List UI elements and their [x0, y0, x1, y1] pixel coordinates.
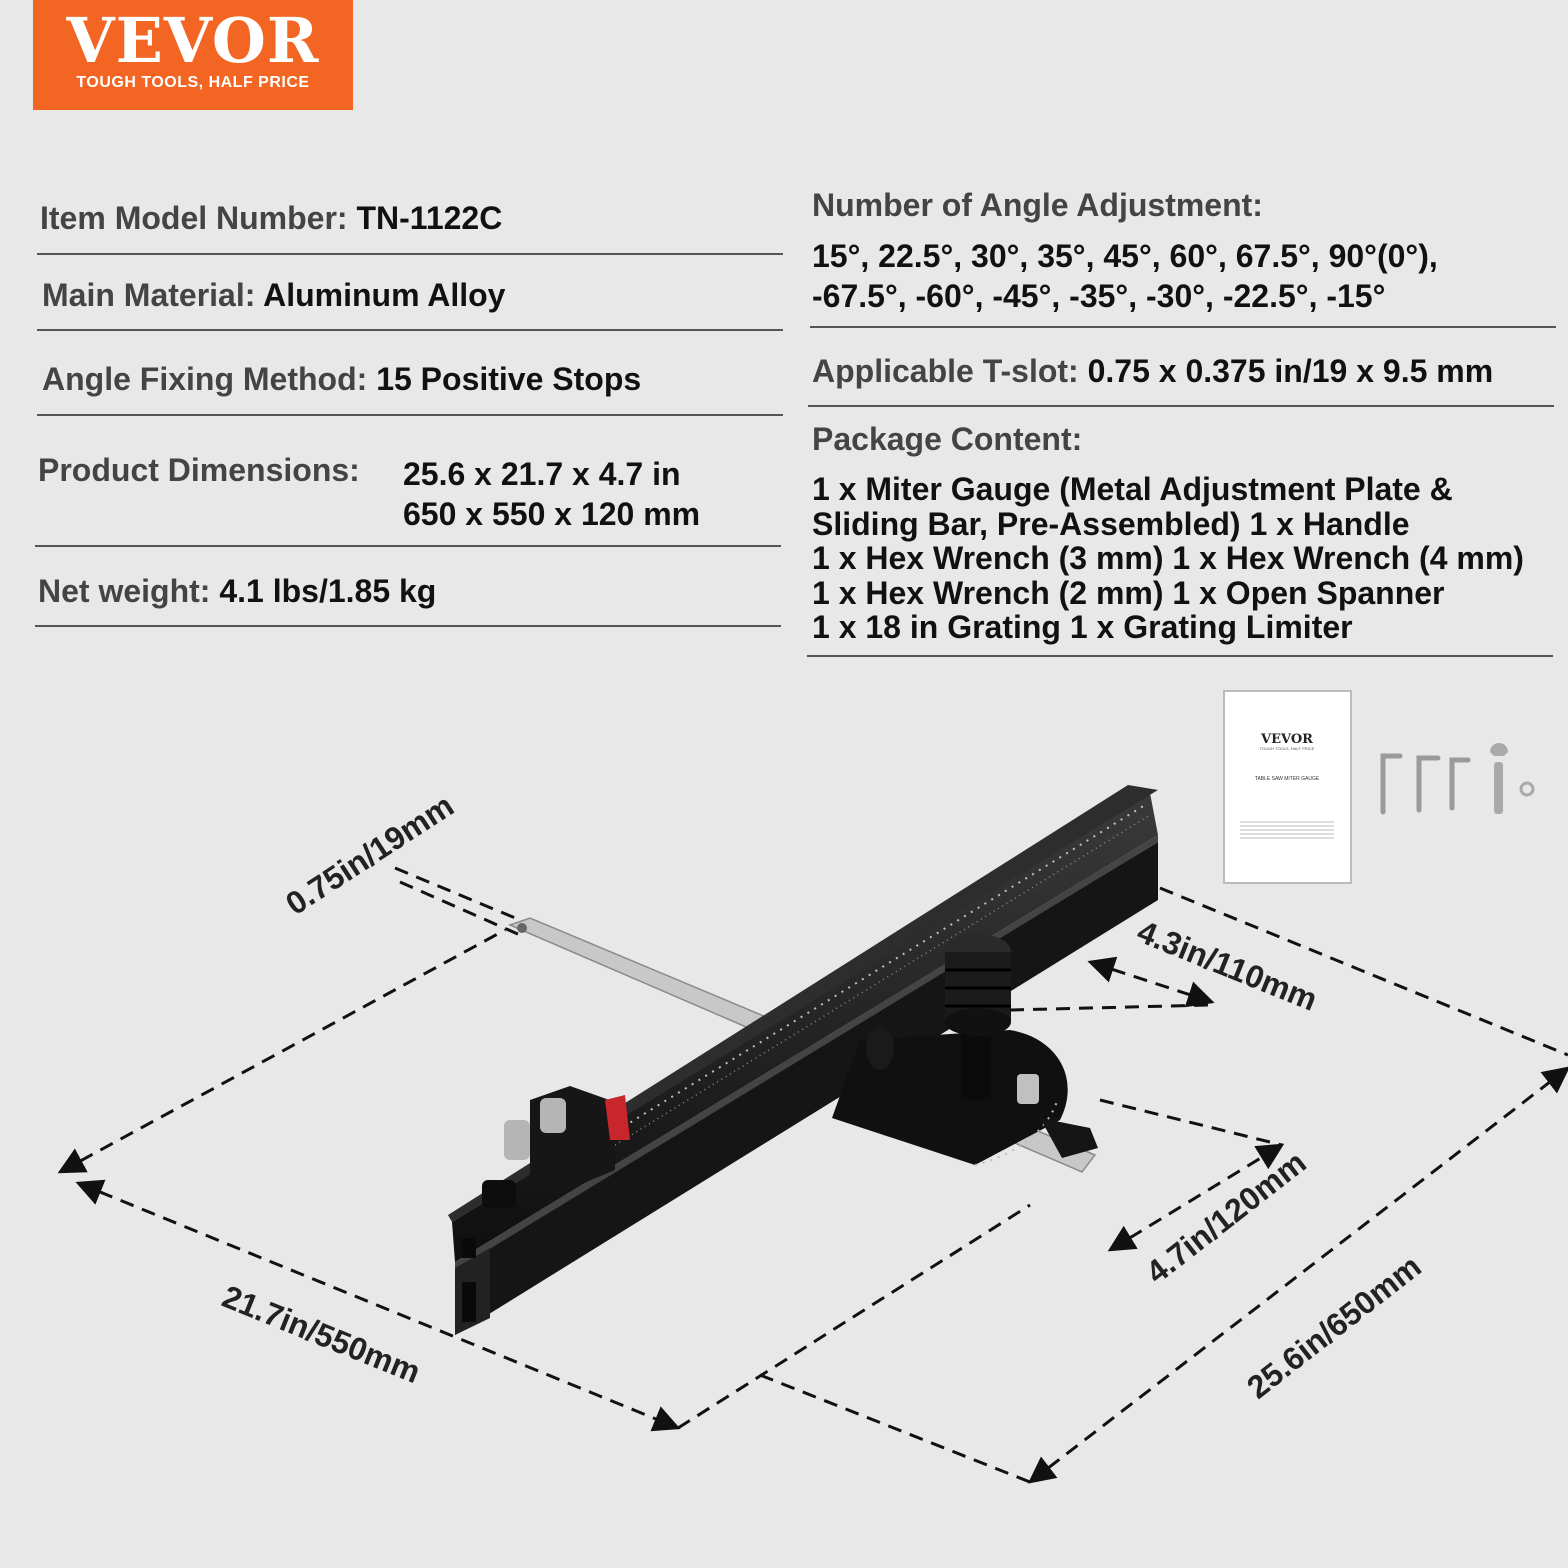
spec-weight-value: 4.1 lbs/1.85 kg	[219, 573, 437, 609]
spec-weight-label: Net weight:	[38, 573, 211, 609]
miter-gauge-icon	[448, 785, 1158, 1335]
spec-model-value: TN-1122C	[356, 200, 503, 236]
spec-dimensions-mm: 650 x 550 x 120 mm	[403, 496, 701, 532]
spec-angles-label: Number of Angle Adjustment:	[812, 187, 1263, 223]
spec-fixing-value: 15 Positive Stops	[376, 361, 642, 397]
spec-model-label: Item Model Number:	[40, 200, 348, 236]
brand-name: VEVOR	[66, 4, 320, 77]
package-item: 1 x Hex Wrench (3 mm) 1 x Hex Wrench (4 mm)	[812, 540, 1524, 576]
dim-slot-label: 0.75in/19mm	[279, 787, 460, 922]
manual-title: TABLE SAW MITER GAUGE	[1254, 776, 1320, 782]
spec-material-value: Aluminum Alloy	[263, 277, 506, 313]
open-spanner-icon	[1490, 743, 1533, 814]
brand-tagline: TOUGH TOOLS, HALF PRICE	[76, 74, 310, 91]
manual-brand: VEVOR	[1261, 732, 1313, 747]
spec-angles-line2: -67.5°, -60°, -45°, -35°, -30°, -22.5°, -15°	[812, 278, 1386, 314]
spec-angles-line1: 15°, 22.5°, 30°, 35°, 45°, 60°, 67.5°, 90°(0°),	[812, 238, 1438, 274]
package-item: 1 x Hex Wrench (2 mm) 1 x Open Spanner	[812, 574, 1445, 611]
spec-fixing-label: Angle Fixing Method:	[42, 361, 368, 397]
manual-tagline: TOUGH TOOLS, HALF PRICE	[1259, 746, 1315, 751]
spec-tslot-label: Applicable T-slot:	[812, 353, 1079, 389]
dim-depth-label: 4.3in/110mm	[1132, 913, 1323, 1018]
spec-package-label: Package Content:	[812, 421, 1083, 457]
spec-dimensions-label: Product Dimensions:	[38, 452, 360, 488]
dim-width-label: 21.7in/550mm	[217, 1278, 426, 1391]
spec-dimensions-inches: 25.6 x 21.7 x 4.7 in	[403, 456, 681, 492]
package-item: 1 x Miter Gauge (Metal Adjustment Plate &	[812, 471, 1453, 507]
spec-material-label: Main Material:	[42, 277, 256, 313]
package-item: 1 x 18 in Grating 1 x Grating Limiter	[812, 609, 1353, 645]
manual-icon	[1224, 691, 1351, 883]
dim-length-label: 25.6in/650mm	[1240, 1247, 1428, 1406]
spec-tslot-value: 0.75 x 0.375 in/19 x 9.5 mm	[1087, 353, 1494, 389]
dim-height-label: 4.7in/120mm	[1139, 1143, 1313, 1291]
package-item: Sliding Bar, Pre-Assembled) 1 x Handle	[812, 505, 1410, 542]
hex-wrench-icon	[1383, 756, 1468, 812]
dimension-lines	[60, 868, 1568, 1482]
